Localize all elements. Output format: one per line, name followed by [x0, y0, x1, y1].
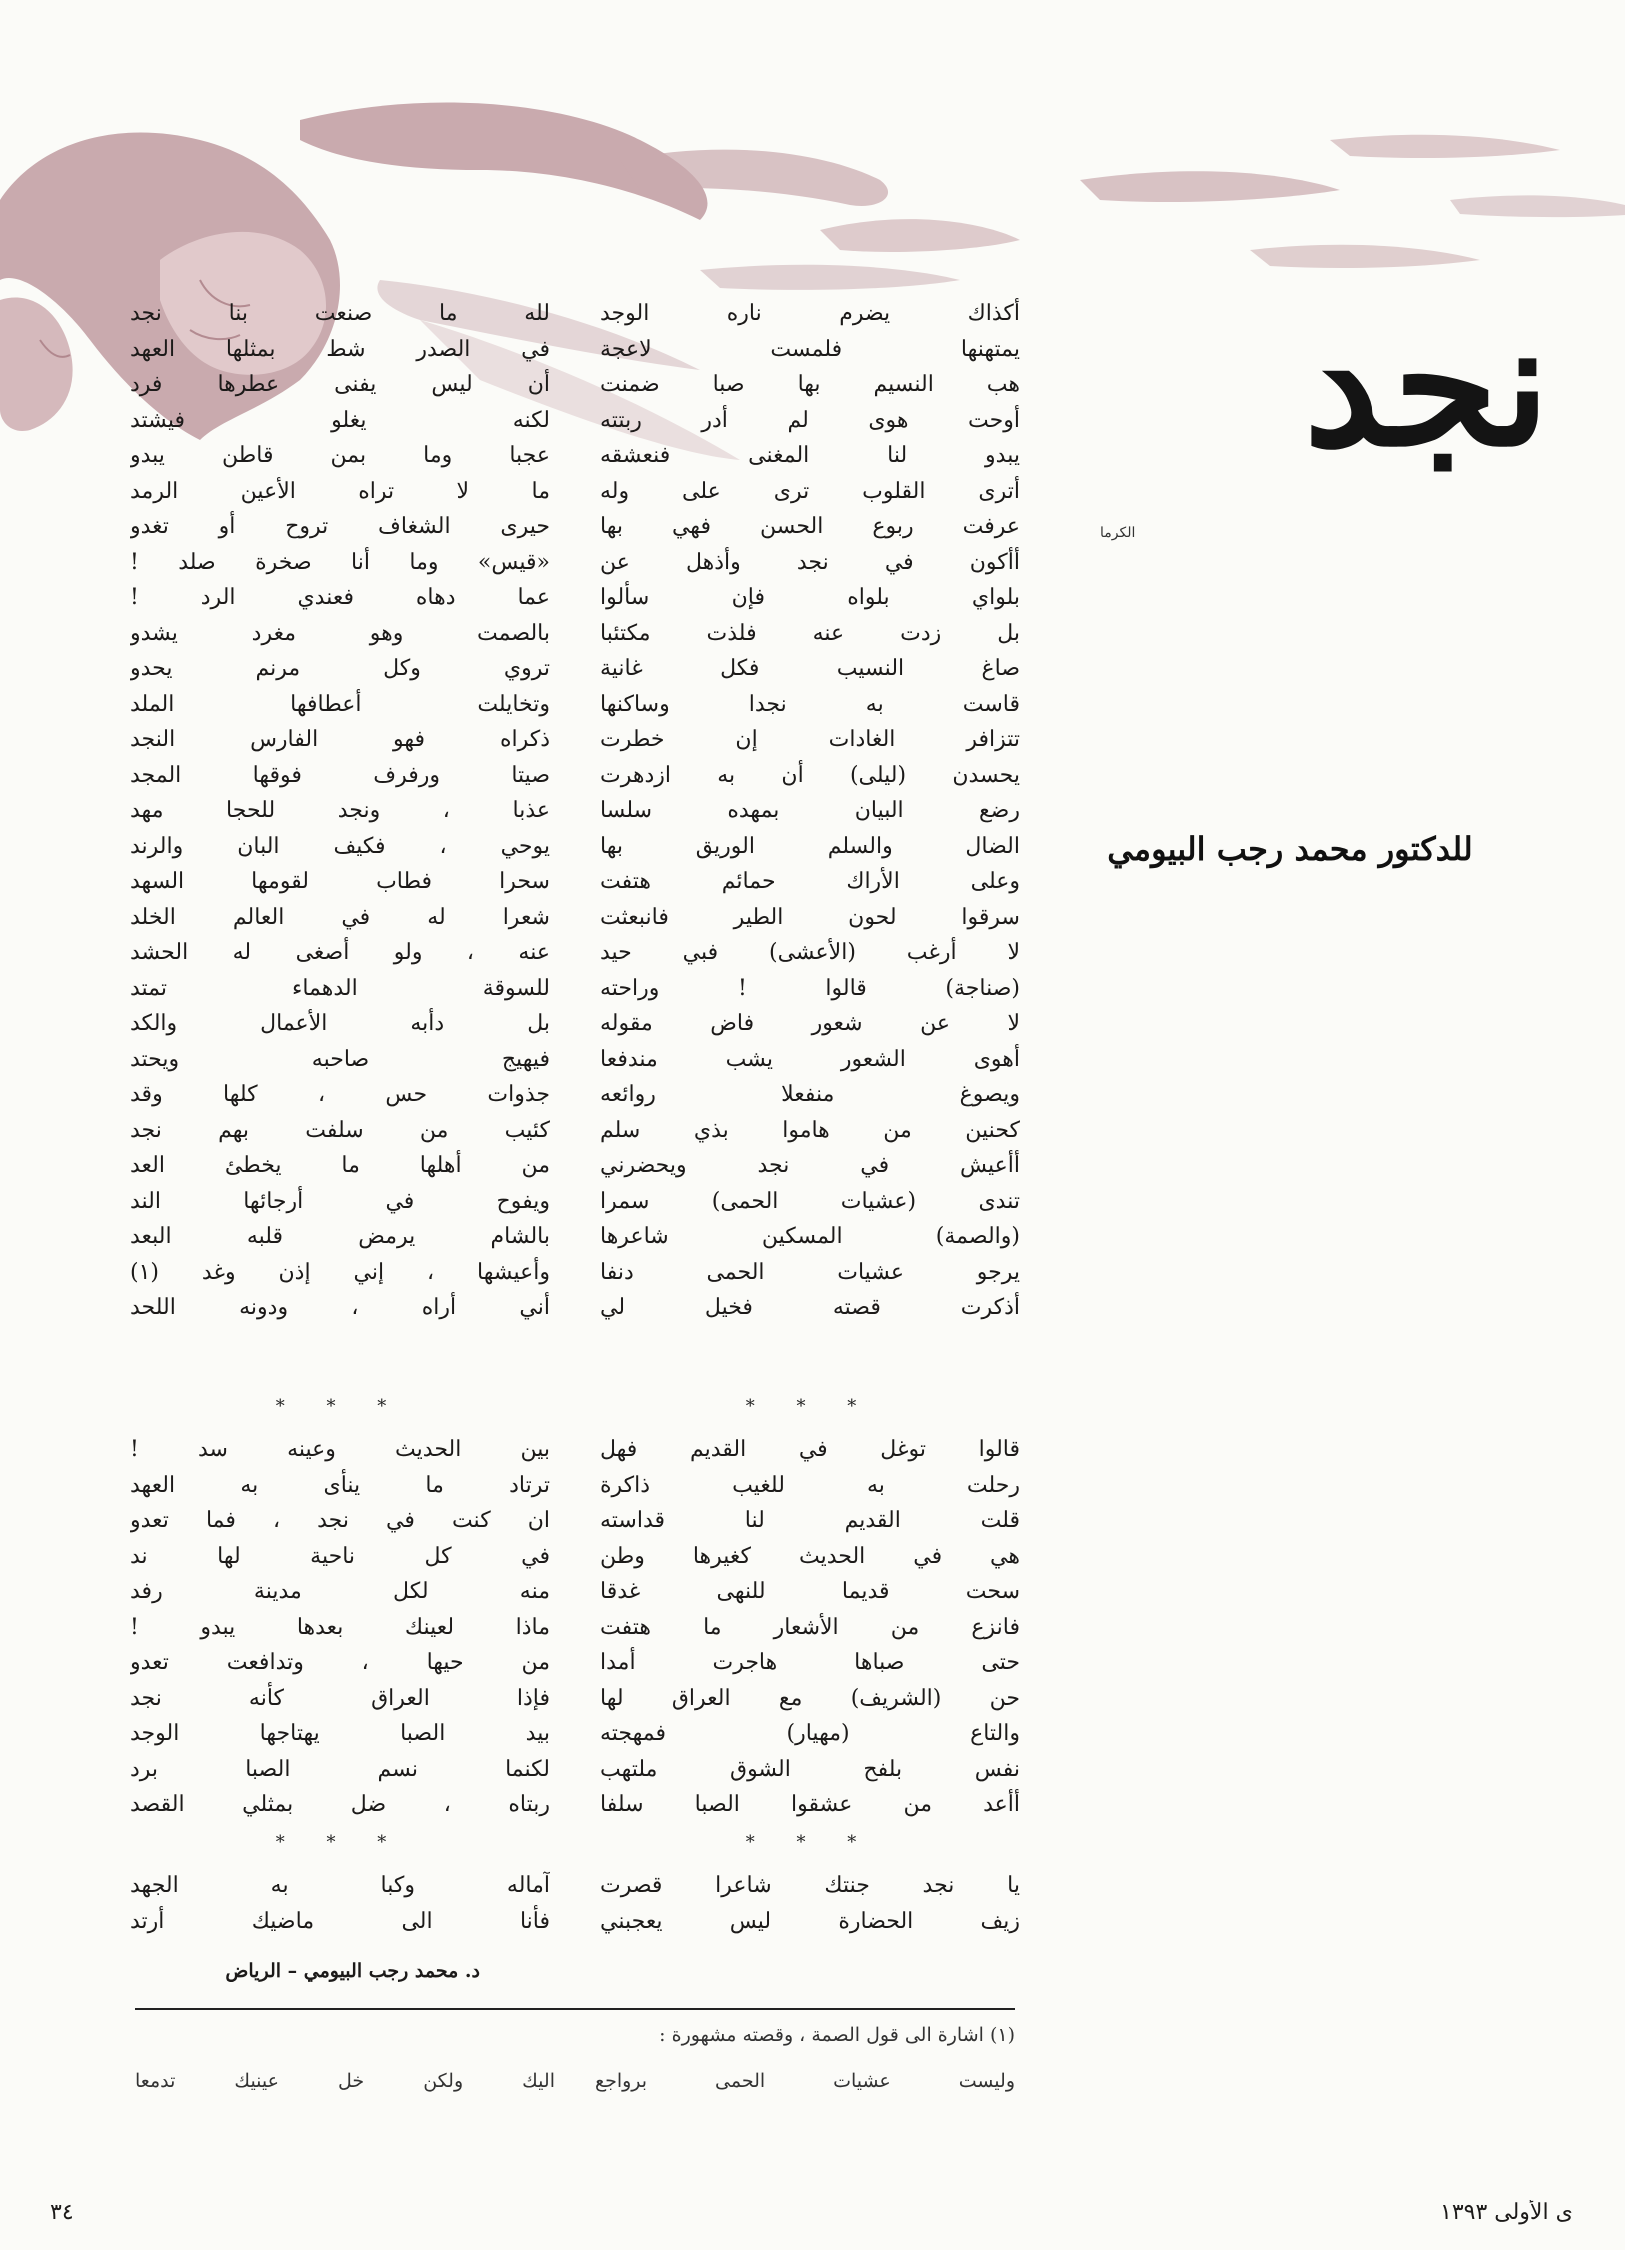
poem-verse: ويصوغ منفعلا روائعه	[600, 1082, 1020, 1107]
poem-verse: ما لا تراه الأعين الرمد	[130, 478, 550, 504]
poem-verse: أترى القلوب ترى على وله	[600, 478, 1020, 504]
separator-stars: * * *	[745, 1832, 875, 1853]
poem-verse: للسوقة الدهماء تمتد	[130, 975, 550, 1001]
poem-verse: تروي وكل مرنم يحدو	[130, 656, 550, 681]
poem-verse: ان كنت في نجد ، فما تعدو	[130, 1508, 550, 1533]
poem-top-right-column	[600, 296, 1020, 1326]
poem-verse: ترتاد ما ينأى به العهد	[130, 1472, 550, 1498]
poem-verse: جذوات حس ، كلها وقد	[130, 1082, 550, 1107]
calligrapher-seal: الكرما	[1100, 525, 1136, 541]
poem-verse: أأكون في نجد وأذهل عن	[600, 549, 1020, 575]
poem-verse: بين الحديث وعينه سد !	[130, 1437, 550, 1462]
poem-verse: (صناجة) قالوا ! وراحته	[600, 975, 1020, 1001]
separator-row-1	[130, 1396, 1020, 1426]
poem-verse: هب النسيم بها صبا ضمنت	[600, 372, 1020, 397]
poem-verse: يرجو عشيات الحمى دنفا	[600, 1259, 1020, 1285]
footnote	[135, 2024, 1015, 2134]
poem-verse: وتخايلت أعطافها الملد	[130, 691, 550, 717]
poem-verse: ويفوح في أرجائها الند	[130, 1188, 550, 1214]
separator-stars: * * *	[745, 1396, 875, 1417]
poem-verse: أكذاك يضرم ناره الوجد	[600, 301, 1020, 326]
poem-verse: أني أراه ، ودونه اللحد	[130, 1295, 550, 1320]
poem-verse: حيرى الشغاف تروح أو تغدو	[130, 514, 550, 539]
poem-verse: في الصدر شط بمثلها العهد	[130, 336, 550, 362]
poem-verse: من حيها ، وتدافعت تعدو	[130, 1650, 550, 1675]
poem-verse: فإذا العراق كأنه نجد	[130, 1685, 550, 1711]
poem-verse: قالوا توغل في القديم فهل	[600, 1437, 1020, 1462]
poem-verse: يمتهنها فلمست لاعجة	[600, 336, 1020, 362]
footnote-verse-right: وليست عشيات الحمى برواجع	[595, 2070, 1015, 2092]
poem-verse: كئيب من سلفت بهم نجد	[130, 1117, 550, 1143]
poem-verse: أأعد من عشقوا الصبا سلفا	[600, 1792, 1020, 1817]
poem-verse: فيهيج صاحبه ويحتد	[130, 1046, 550, 1072]
poem-middle-left-column	[130, 1432, 550, 1823]
footnote-verse-left: اليك ولكن خل عينيك تدمعا	[135, 2070, 555, 2092]
poem-verse: بل دأبه الأعمال والكد	[130, 1011, 550, 1036]
poem-verse: فأنا الى ماضيك أرتد	[130, 1908, 550, 1934]
poem-verse: عجبا وما بمن قاطن يبدو	[130, 443, 550, 468]
poem-verse: أوحت هوى لم أدر ربتته	[600, 407, 1020, 433]
poem-verse: من أهلها ما يخطئ العد	[130, 1153, 550, 1178]
poem-verse: يوحي ، فكيف البان والرند	[130, 833, 550, 859]
article-title-block	[1080, 285, 1560, 560]
poem-verse: لله ما صنعت بنا نجد	[130, 301, 550, 326]
poem-verse: حتى صباها هاجرت أمدا	[600, 1650, 1020, 1675]
separator-stars: * * *	[275, 1832, 405, 1853]
poem-verse: آماله وكبا به الجهد	[130, 1873, 550, 1898]
poem-verse: زيف الحضارة ليس يعجبني	[600, 1908, 1020, 1934]
poem-verse: أأعيش في نجد ويحضرني	[600, 1153, 1020, 1178]
poem-verse: ذكراه فهو الفارس النجد	[130, 727, 550, 752]
poem-verse: أذكرت قصته فخيل لي	[600, 1295, 1020, 1320]
poem-verse: بل زدت عنه فلذت مكتئبا	[600, 620, 1020, 646]
poem-verse: صيتا ورفرف فوقها المجد	[130, 762, 550, 788]
poem-verse: لا عن شعور فاض مقوله	[600, 1011, 1020, 1036]
poem-verse: كحنين من هاموا بذي سلم	[600, 1117, 1020, 1143]
poem-top-section	[130, 296, 1020, 1396]
poem-verse: يبدو لنا المغنى فنعشقه	[600, 443, 1020, 468]
poem-verse: عنه ، ولو أصغى له الحشد	[130, 940, 550, 965]
poem-top-left-column	[130, 296, 550, 1326]
poem-verse: شعرا له في العالم الخلد	[130, 904, 550, 930]
poem-verse: بالصمت وهو مغرد يشدو	[130, 620, 550, 646]
separator-stars: * * *	[275, 1396, 405, 1417]
footnote-note: (١) اشارة الى قول الصمة ، وقصته مشهورة :	[659, 2024, 1015, 2046]
poem-verse: يا نجد جنتك شاعرا قصرت	[600, 1873, 1020, 1898]
poem-end-right-column	[600, 1868, 1020, 1939]
poem-verse: منه لكل مدينة رفد	[130, 1579, 550, 1604]
poem-verse: الضال والسلم الوريق بها	[600, 833, 1020, 859]
poem-verse: عرفت ربوع الحسن فهي بها	[600, 514, 1020, 539]
poem-verse: لكنما نسم الصبا برد	[130, 1756, 550, 1782]
poem-verse: قلت القديم لنا قداسته	[600, 1508, 1020, 1533]
poem-verse: والتاع (مهيار) فمهجته	[600, 1721, 1020, 1746]
poem-verse: عذبا ، ونجد للحجا مهد	[130, 798, 550, 823]
poem-verse: نفس بلفح الشوق ملتهب	[600, 1756, 1020, 1782]
poem-verse: أن ليس يفنى عطرها فرد	[130, 372, 550, 397]
poem-end-left-column	[130, 1868, 550, 1939]
article-title: نجد	[1303, 285, 1550, 485]
poem-verse: سرقوا لحون الطير فانبعثت	[600, 904, 1020, 930]
separator-row-2	[130, 1832, 1020, 1862]
issue-date: ى الأولى ١٣٩٣	[1440, 2200, 1573, 2225]
poem-verse: تتزافر الغادات إن خطرت	[600, 727, 1020, 752]
poem-verse: ربتاه ، ضل بمثلي القصد	[130, 1792, 550, 1817]
poem-verse: رضع البيان بمهده سلسا	[600, 798, 1020, 823]
poem-verse: فانزع من الأشعار ما هتفت	[600, 1614, 1020, 1640]
poem-verse: «قيس» وما أنا صخرة صلد !	[130, 549, 550, 575]
poem-verse: هي في الحديث كغيرها وطن	[600, 1543, 1020, 1569]
poem-verse: بالشام يرمض قلبه البعد	[130, 1224, 550, 1249]
poem-verse: ماذا لعينك بعدها يبدو !	[130, 1614, 550, 1640]
poem-verse: (والصمة) المسكين شاعرها	[600, 1224, 1020, 1249]
poem-verse: لا أرغب (الأعشى) فبي حيد	[600, 940, 1020, 965]
poem-verse: بيد الصبا يهتاجها الوجد	[130, 1721, 550, 1746]
poem-verse: يحسدن (ليلى) أن به ازدهرت	[600, 762, 1020, 788]
poem-verse: وعلى الأراك حمائم هتفت	[600, 869, 1020, 894]
poem-verse: تندى (عشيات الحمى) سمرا	[600, 1188, 1020, 1214]
poem-verse: رحلت به للغيب ذاكرة	[600, 1472, 1020, 1498]
poem-verse: لكنه يغلو فيشتد	[130, 407, 550, 433]
poem-middle-right-column	[600, 1432, 1020, 1823]
poem-verse: في كل ناحية لها ند	[130, 1543, 550, 1569]
poem-verse: وأعيشها ، إني إذن وغد (١)	[130, 1259, 550, 1285]
poem-verse: سحرا فطاب لقومها السهد	[130, 869, 550, 894]
page-number: ٣٤	[50, 2200, 74, 2225]
poem-verse: قاست به نجدا وساكنها	[600, 691, 1020, 717]
poem-verse: عما دهاه فعندي الرد !	[130, 585, 550, 610]
author-signature: د. محمد رجب البيومي – الرياض	[225, 1960, 480, 1982]
poem-verse: بلواي بلواه فإن سألوا	[600, 585, 1020, 610]
poem-verse: صاغ النسيب فكل غانية	[600, 656, 1020, 681]
footnote-divider	[135, 2008, 1015, 2010]
poem-verse: أهوى الشعور يشب مندفعا	[600, 1046, 1020, 1072]
author-byline: للدكتور محمد رجب البيومي	[1107, 830, 1473, 868]
poem-verse: حن (الشريف) مع العراق لها	[600, 1685, 1020, 1711]
poem-verse: سحت قديما للنهى غدقا	[600, 1579, 1020, 1604]
